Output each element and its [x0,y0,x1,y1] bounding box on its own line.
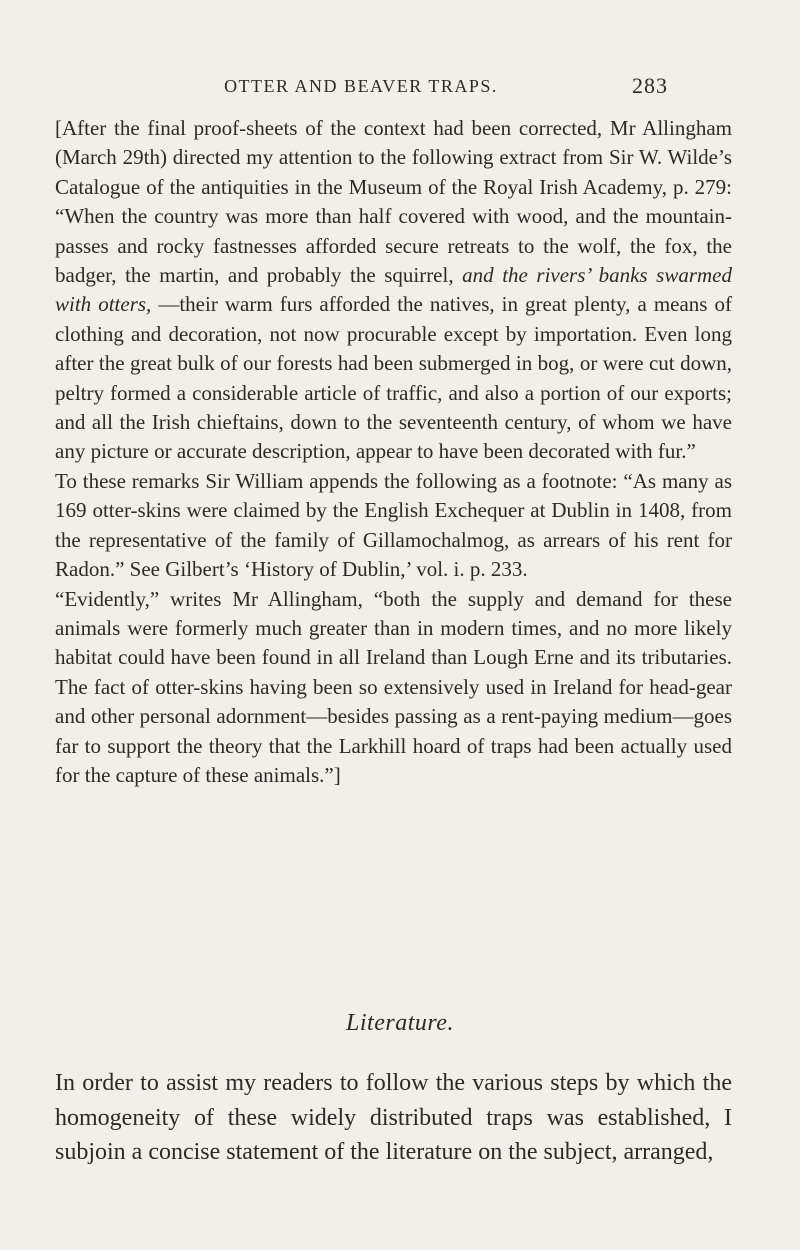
page-number: 283 [632,73,668,98]
note-paragraph-1-text-a: [After the final proof-sheets of the context had been corrected, Mr Allingham (March 29th) directed my attention to the following extract from Sir W. Wilde’s Catalogue of the antiquities in the Museum of the Royal Irish Academy, p. 279: “When the country was more than half covered with wood, and the mountain-passes and rocky fastnesses afforded secure retreats to the wolf, the fox, the badger, the martin, and probably the squirrel, [55,116,732,288]
section-title: Literature. [346,1010,454,1036]
note-paragraph-1-italic: and the rivers’ banks swarmed with otters, [55,263,732,317]
note-paragraph-2: To these remarks Sir William appends the following as a footnote: “As many as 169 otter-skins were claimed by the English Exchequer at Dublin in 1408, from the representative of the family of Gillamochalmog, as arrears of his rent for Radon.” See Gilbert’s ‘History of Dublin,’ vol. i. p. 233. [55,468,732,582]
section-paragraph: In order to assist my readers to follow the various steps by which the homogeneity of these widely distributed traps was established, I subjoin a concise statement of the literature on the subject, arranged, [55,1070,732,1165]
note-paragraph-3: “Evidently,” writes Mr Allingham, “both the supply and demand for these animals were formerly much greater than in modern times, and no more likely habitat could have been found in all Ireland than Lough Erne and its tributaries. The fact of otter-skins having been so extensively used in Ireland for head-gear and other personal adornment—besides passing as a rent-paying medium—goes far to support the theory that the Larkhill hoard of traps had been actually used for the capture of these animals.”] [55,586,732,787]
page-header [0,73,800,106]
section-body [55,1066,732,1170]
bracketed-note [55,114,732,790]
note-paragraph-1-text-b: —their warm furs afforded the natives, in great plenty, a means of clothing and decoration, not now procurable except by importation. Even long after the great bulk of our forests had been submerged in bog, or were cut down, peltry formed a considerable article of traffic, and also a portion of our exports; and all the Irish chieftains, down to the seventeenth century, of whom we have any picture or accurate description, appear to have been decorated with fur.” [55,292,733,464]
note-paragraph-1 [55,114,732,467]
running-head: OTTER AND BEAVER TRAPS. [224,76,498,96]
